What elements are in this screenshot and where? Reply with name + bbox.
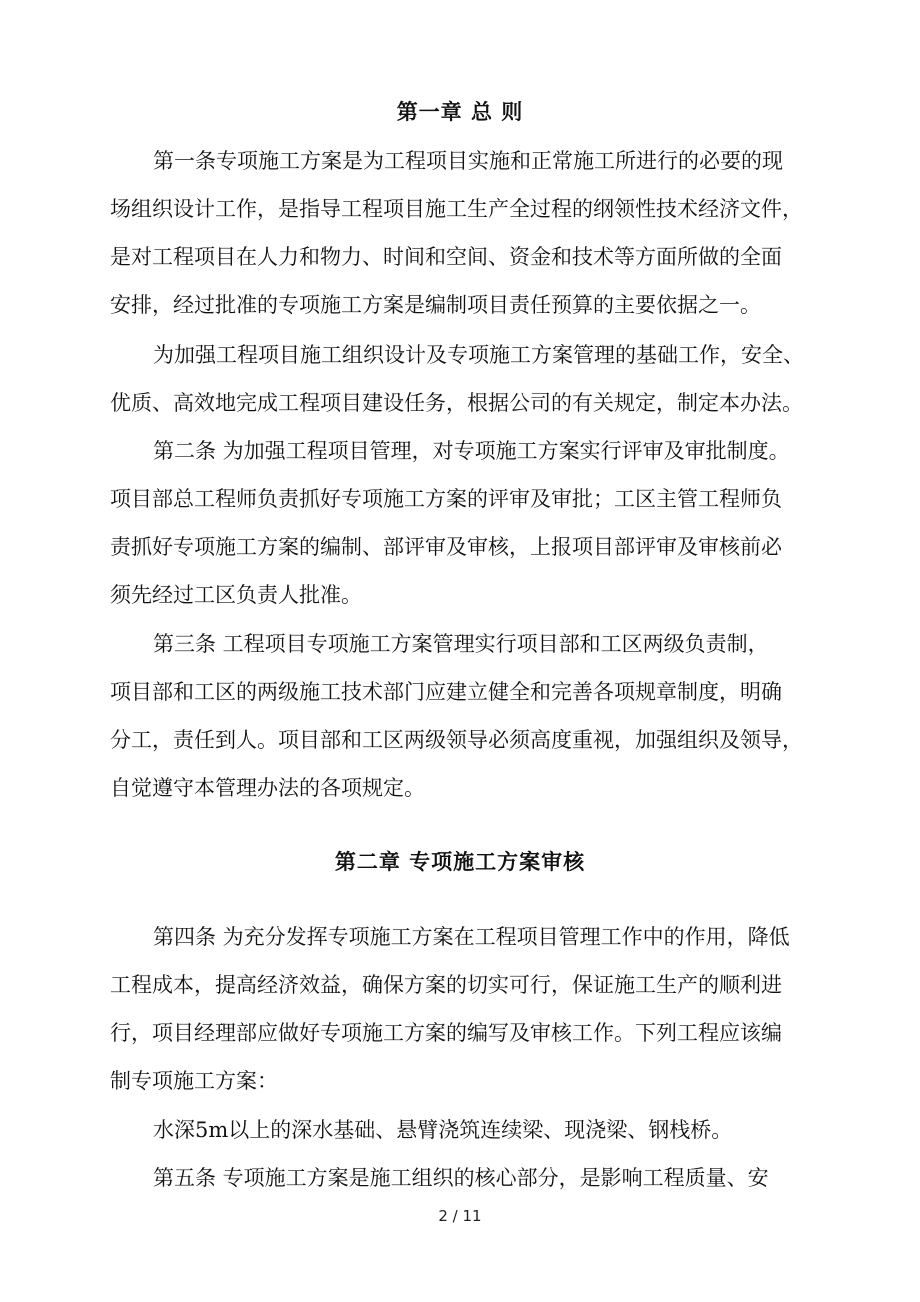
paragraph-line: 第四条 为充分发挥专项施工方案在工程项目管理工作中的作用，降低	[153, 925, 790, 949]
paragraph-line: 行，项目经理部应做好专项施工方案的编写及审核工作。下列工程应该编	[110, 1021, 782, 1045]
paragraph-line: 优质、高效地完成工程项目建设任务，根据公司的有关规定，制定本办法。	[110, 391, 803, 415]
paragraph-line: 场组织设计工作，是指导工程项目施工生产全过程的纲领性技术经济文件，	[110, 197, 803, 221]
paragraph-line: 第三条 工程项目专项施工方案管理实行项目部和工区两级负责制，	[153, 632, 769, 656]
paragraph-line: 第一条专项施工方案是为工程项目实施和正常施工所进行的必要的现	[153, 149, 783, 173]
paragraph-line: 为加强工程项目施工组织设计及专项施工方案管理的基础工作，安全、	[153, 343, 804, 367]
paragraph-line: 分工，责任到人。项目部和工区两级领导必须高度重视，加强组织及领导，	[110, 728, 803, 752]
paragraph-line: 项目部总工程师负责抓好专项施工方案的评审及审批；工区主管工程师负	[110, 487, 782, 511]
paragraph-line: 须先经过工区负责人批准。	[110, 583, 362, 607]
paragraph-line: 工程成本，提高经济效益，确保方案的切实可行，保证施工生产的顺利进	[110, 973, 782, 997]
paragraph-line: 责抓好专项施工方案的编制、部评审及审核，上报项目部评审及审核前必	[110, 535, 782, 559]
paragraph-line: 制专项施工方案：	[110, 1069, 278, 1093]
chapter-2-title: 第二章 专项施工方案审核	[334, 850, 586, 874]
paragraph-line: 安排，经过批准的专项施工方案是编制项目责任预算的主要依据之一。	[110, 293, 761, 317]
paragraph-line: 水深5m以上的深水基础、悬臂浇筑连续梁、现浇梁、钢栈桥。	[153, 1118, 733, 1142]
paragraph-line: 自觉遵守本管理办法的各项规定。	[110, 776, 425, 800]
chapter-1-title: 第一章 总 则	[396, 100, 524, 124]
page-number: 2 / 11	[438, 1207, 482, 1225]
paragraph-line: 项目部和工区的两级施工技术部门应建立健全和完善各项规章制度，明确	[110, 680, 782, 704]
paragraph-line: 第二条 为加强工程项目管理，对专项施工方案实行评审及审批制度。	[153, 439, 790, 463]
paragraph-line: 是对工程项目在人力和物力、时间和空间、资金和技术等方面所做的全面	[110, 245, 782, 269]
paragraph-line: 第五条 专项施工方案是施工组织的核心部分，是影响工程质量、安	[153, 1166, 769, 1190]
